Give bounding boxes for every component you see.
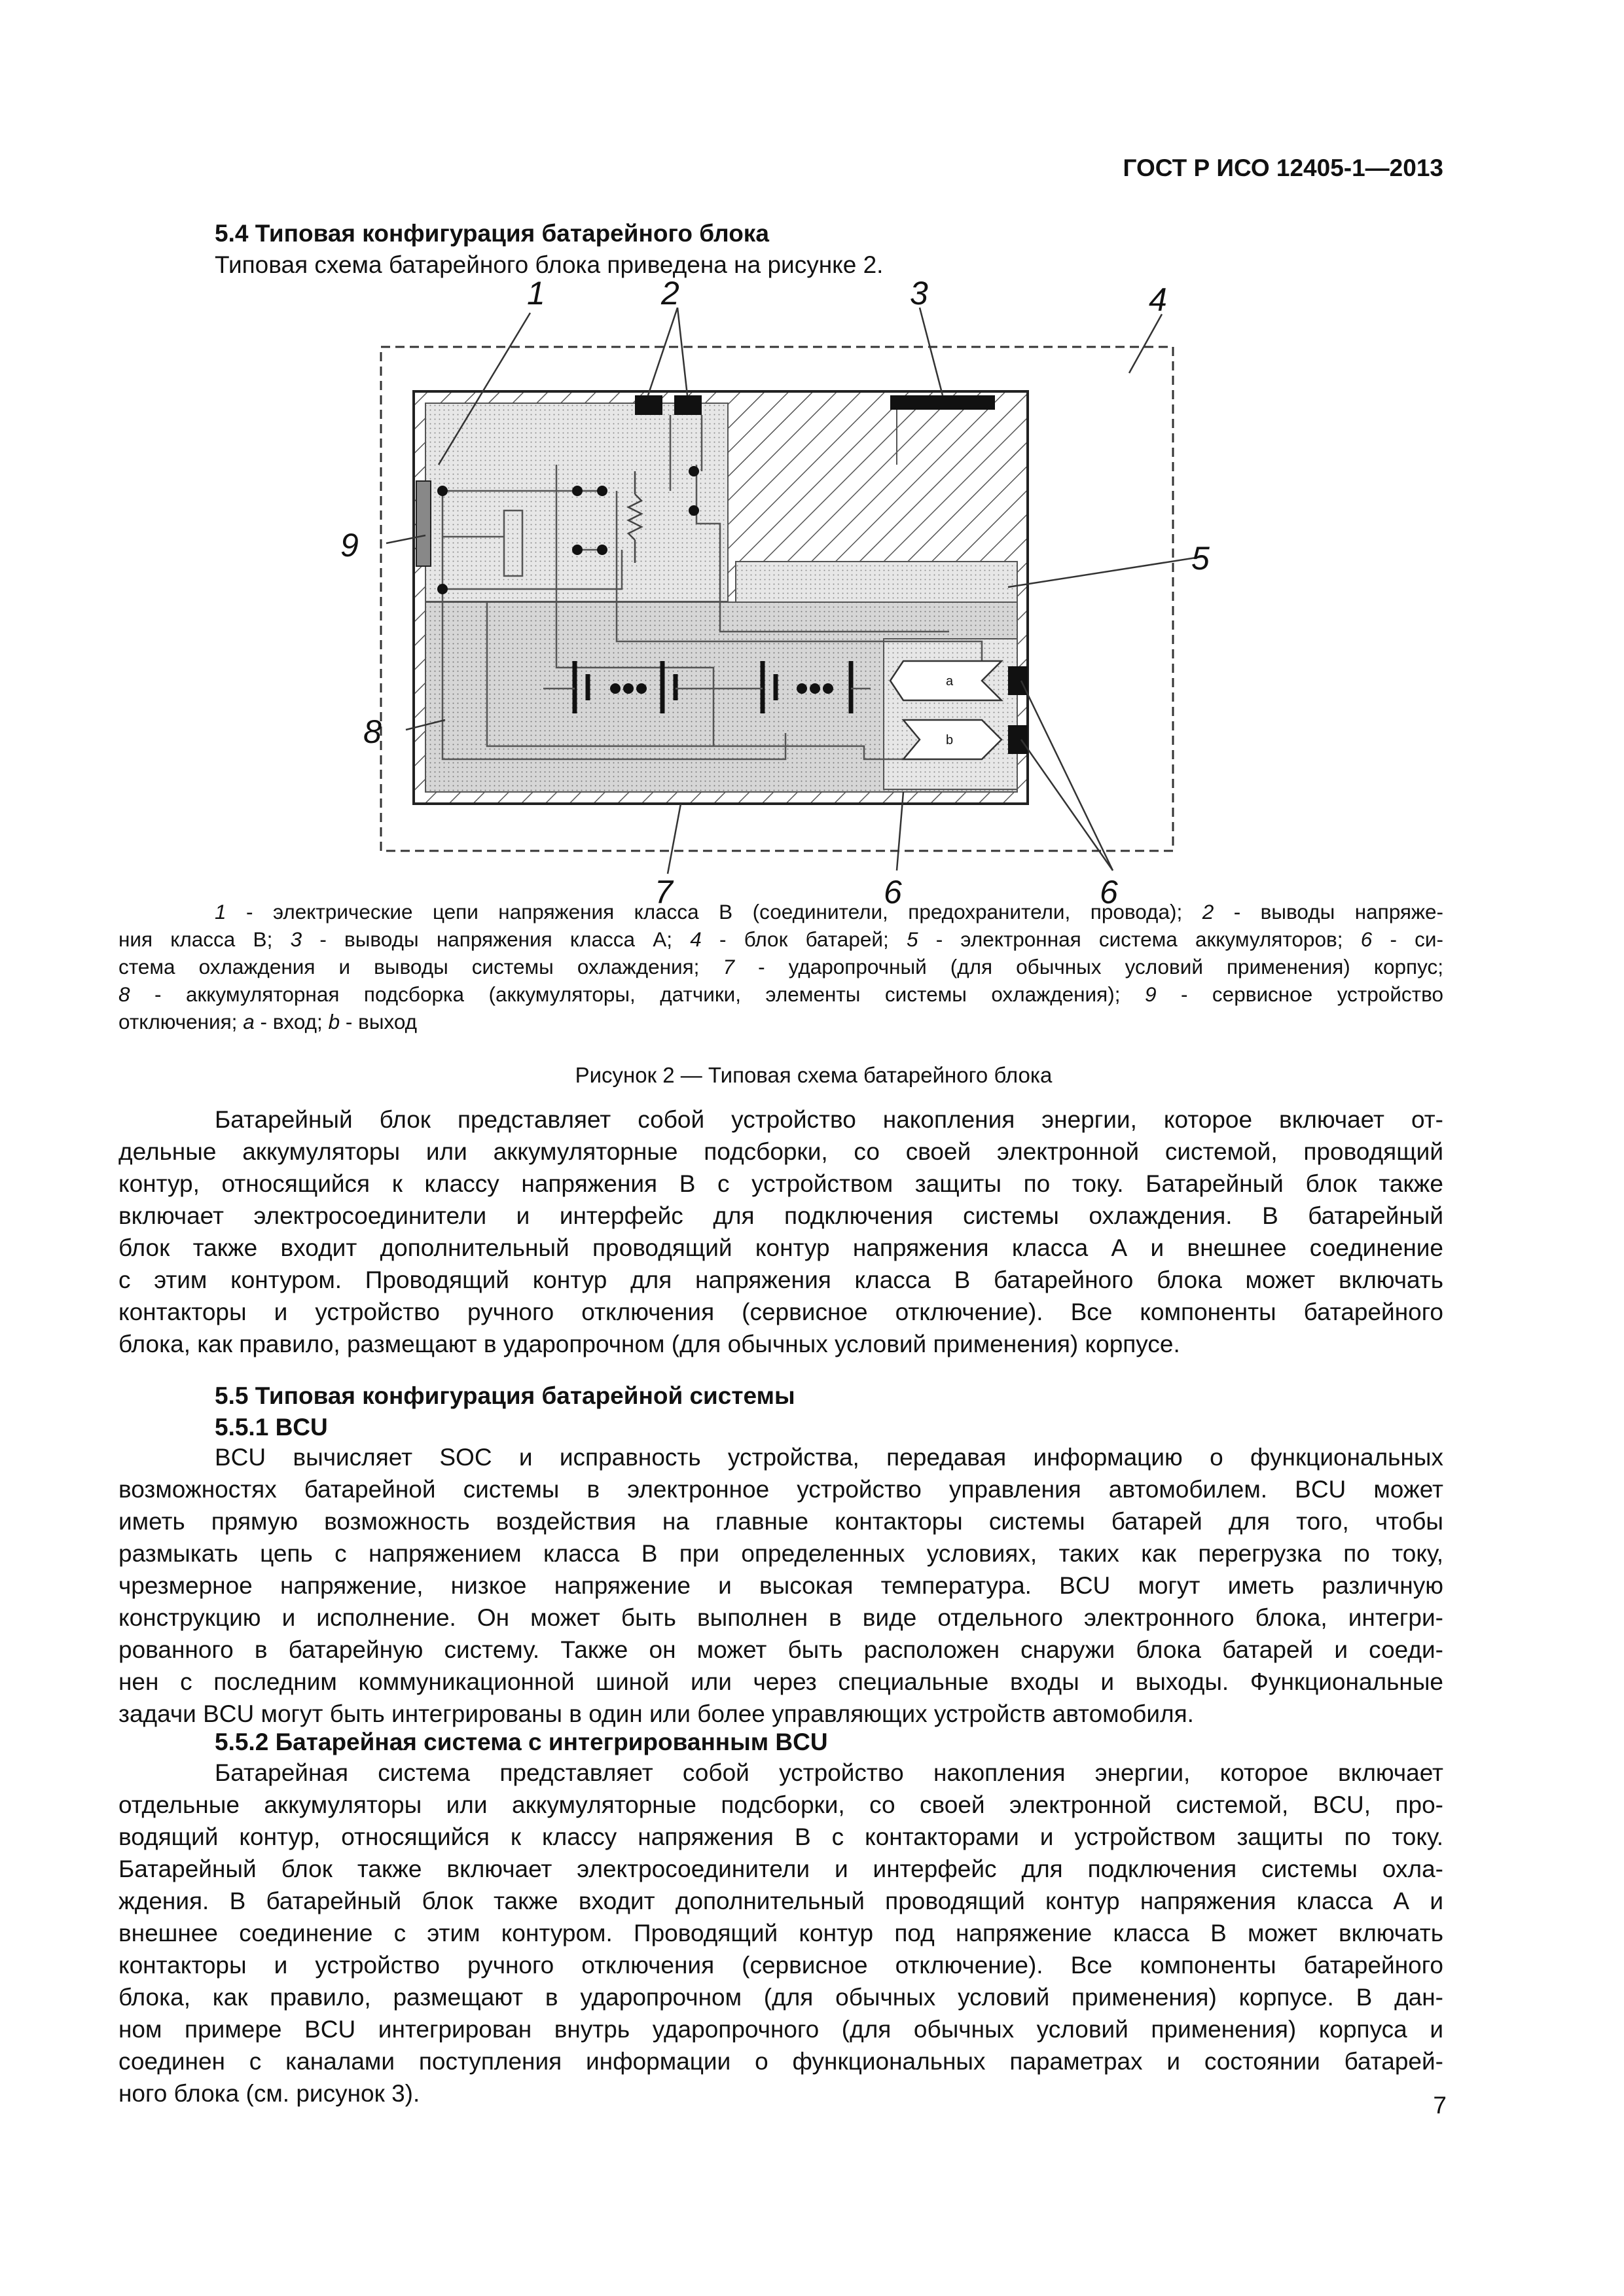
- b-class-terminal: [635, 395, 662, 415]
- label-5: 5: [1191, 540, 1210, 577]
- text-line: чрезмерное напряжение, низкое напряжение и высокая температура. BCU могут иметь различную: [118, 1572, 1443, 1599]
- a-class-terminal: [890, 395, 995, 410]
- legend-line: отключения; a - вход; b - выход: [118, 1010, 418, 1033]
- battery-pack-diagram: [327, 275, 1218, 929]
- text-line: возможностях батарейной системы в электронное устройство управления автомобилем. BCU может: [118, 1476, 1443, 1503]
- legend-line: 1 - электрические цепи напряжения класса В (соединители, предохранители, провода); 2 - выводы напряже-: [215, 900, 1444, 924]
- text-line: контакторы и устройство ручного отключения (сервисное отключение). Все компоненты батарейного: [118, 1299, 1443, 1325]
- text-line: задачи BCU могут быть интегрированы в один или более управляющих устройств автомобиля.: [118, 1700, 1194, 1727]
- legend-line: ния класса В; 3 - выводы напряжения класса А; 4 - блок батарей; 5 - электронная система аккумуляторов; 6 - си-: [118, 927, 1444, 951]
- text-line: конструкцию и исполнение. Он может быть выполнен в виде отдельного электронного блока, интегри-: [118, 1604, 1443, 1631]
- text-line: Батарейная система представляет собой устройство накопления энергии, которое включает: [215, 1759, 1443, 1786]
- section-5-4-intro: Типовая схема батарейного блока приведена на рисунке 2.: [215, 251, 884, 278]
- service-disconnect: [416, 481, 431, 566]
- label-9: 9: [340, 527, 359, 564]
- figure-caption: Рисунок 2 — Типовая схема батарейного блока: [575, 1063, 1053, 1087]
- label-3: 3: [910, 275, 928, 312]
- paragraph-bcu: [118, 1441, 1443, 1730]
- section-5-5-1-title: 5.5.1 BCU: [215, 1414, 328, 1441]
- cooling-connector: [1008, 725, 1028, 754]
- legend-line: стема охлаждения и выводы системы охлаждения; 7 - ударопрочный (для обычных условий применения) корпус;: [118, 955, 1443, 978]
- inlet-label: a: [946, 674, 954, 689]
- cooling-connector: [1008, 666, 1028, 695]
- text-line: блок также входит дополнительный проводящий контур напряжения класса А и внешнее соединение: [118, 1234, 1443, 1261]
- label-2: 2: [661, 275, 679, 312]
- label-6: 6: [884, 874, 902, 910]
- text-line: иметь прямую возможность воздействия на главные контакторы системы батарей для того, чтобы: [118, 1508, 1443, 1535]
- text-line: размыкать цепь с напряжением класса В при определенных условиях, таких как перегрузка по току,: [118, 1540, 1443, 1567]
- text-line: Батарейный блок также включает электросоединители и интерфейс для подключения системы охла-: [118, 1856, 1443, 1882]
- text-line: соединен с каналами поступления информации о функциональных параметрах и состоянии батарей-: [118, 2048, 1443, 2075]
- circuit-region: [425, 403, 728, 601]
- paragraph-battery-system: [118, 1757, 1443, 2109]
- text-line: ного блока (см. рисунок 3).: [118, 2080, 420, 2107]
- label-4: 4: [1149, 281, 1167, 318]
- legend-line: 8 - аккумуляторная подсборка (аккумуляторы, датчики, элементы системы охлаждения); 9 - сервисное устройство: [118, 982, 1443, 1006]
- text-line: ждения. В батарейный блок также входит дополнительный проводящий контур напряжения класса А и: [118, 1888, 1443, 1914]
- text-line: включает электросоединители и интерфейс для подключения системы охлаждения. В батарейный: [118, 1202, 1443, 1229]
- section-5-4-title: 5.4 Типовая конфигурация батарейного блока: [215, 220, 769, 247]
- text-line: водящий контур, относящийся к классу напряжения В с контакторами и устройством защиты по току.: [118, 1823, 1443, 1850]
- text-line: BCU вычисляет SOC и исправность устройства, передавая информацию о функциональных: [215, 1444, 1443, 1471]
- text-line: рованного в батарейную систему. Также он может быть расположен снаружи блока батарей и соеди-: [118, 1636, 1443, 1663]
- text-line: нен с последним коммуникационной шиной или через специальные входы и выходы. Функциональные: [118, 1668, 1443, 1695]
- section-5-5-2-title: 5.5.2 Батарейная система с интегрированным BCU: [215, 1729, 828, 1755]
- label-8: 8: [363, 713, 382, 750]
- text-line: внешнее соединение с этим контуром. Проводящий контур под напряжение класса В может включать: [118, 1920, 1443, 1946]
- text-line: ном примере BCU интегрирован внутрь ударопрочного (для обычных условий применения) корпуса и: [118, 2016, 1443, 2043]
- label-7: 7: [655, 874, 673, 910]
- text-line: блока, как правило, размещают в ударопрочном (для обычных условий применения) корпусе. В дан-: [118, 1984, 1443, 2011]
- b-class-terminal: [674, 395, 702, 415]
- document-header: ГОСТ Р ИСО 12405-1—2013: [1123, 154, 1443, 181]
- label-1: 1: [527, 275, 545, 312]
- text-line: дельные аккумуляторы или аккумуляторные подсборки, со своей электронной системой, проводящий: [118, 1138, 1443, 1165]
- text-line: с этим контуром. Проводящий контур для напряжения класса В батарейного блока может включать: [118, 1266, 1443, 1293]
- figure-legend: [118, 898, 1443, 1035]
- text-line: контур, относящийся к классу напряжения В с устройством защиты по току. Батарейный блок также: [118, 1170, 1443, 1197]
- page-number: 7: [1433, 2092, 1447, 2119]
- text-line: Батарейный блок представляет собой устройство накопления энергии, которое включает от-: [215, 1106, 1443, 1133]
- section-5-5-title: 5.5 Типовая конфигурация батарейной системы: [215, 1382, 795, 1409]
- text-line: отдельные аккумуляторы или аккумуляторные подсборки, со своей электронной системой, BCU, про-: [118, 1791, 1443, 1818]
- paragraph-battery-pack: [118, 1103, 1443, 1360]
- label-6b: 6: [1100, 874, 1118, 910]
- text-line: блока, как правило, размещают в ударопрочном (для обычных условий применения) корпусе.: [118, 1331, 1180, 1357]
- text-line: контакторы и устройство ручного отключения (сервисное отключение). Все компоненты батарейного: [118, 1952, 1443, 1979]
- outlet-label: b: [946, 733, 954, 747]
